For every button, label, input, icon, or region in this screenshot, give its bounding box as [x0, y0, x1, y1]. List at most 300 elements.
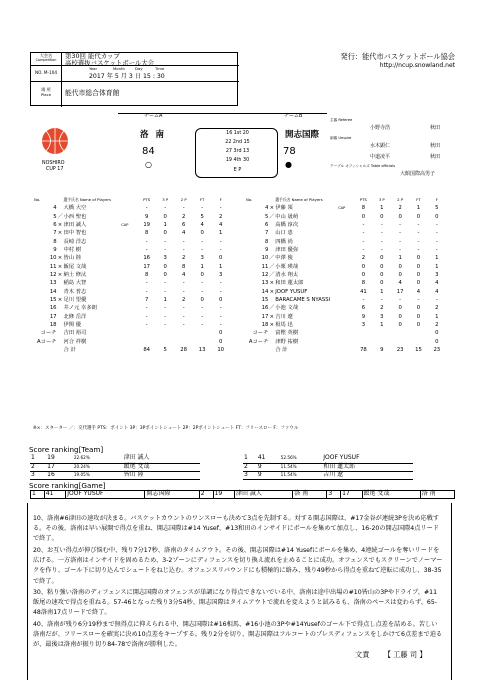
player-name: 田中 智也: [63, 230, 87, 237]
player-number: 6: [265, 222, 269, 229]
player-row: [34, 321, 230, 329]
stat-f: 1: [219, 263, 223, 270]
stat-p3: 1: [380, 288, 384, 295]
ranking-rank: 2: [243, 463, 257, 471]
game-ranking-row: [31, 491, 455, 499]
stat-f: -: [219, 247, 222, 254]
header-info-box: [30, 52, 238, 106]
captain-badge: [121, 254, 137, 262]
date-head-day: Day: [135, 66, 143, 71]
stat-pts: 6: [361, 305, 366, 312]
overtime-label: E P: [233, 168, 242, 173]
captain-badge: [338, 254, 354, 262]
captain-badge: [338, 288, 354, 296]
stat-p2: 4: [181, 230, 186, 237]
credit: 文責 【 工藤 司 】: [355, 650, 427, 659]
stat-ft: 4: [416, 288, 421, 295]
stat-ft: 0: [200, 272, 204, 279]
stat-ft: 0: [416, 322, 421, 329]
player-number: 5: [53, 213, 57, 220]
player-name: 清水 翔太: [275, 272, 299, 279]
player-number: 10: [49, 255, 57, 262]
stat-pts: -: [145, 280, 148, 287]
stat-pts: 78: [360, 347, 367, 354]
basketball-logo-icon: [38, 125, 72, 159]
stat-p3: 0: [380, 255, 384, 262]
stat-f: 0: [435, 330, 439, 337]
player-number: 16: [261, 305, 269, 312]
captain-badge: [338, 313, 354, 321]
player-row: [246, 346, 446, 354]
stat-p2: 1: [398, 255, 402, 262]
player-number: コーチ: [252, 330, 269, 337]
stats-header-row: [34, 196, 230, 204]
player-name: 吉田 裕司: [63, 330, 87, 337]
player-start-mark: ×: [57, 230, 63, 237]
credit-name: 工藤 司: [393, 650, 418, 659]
player-row: [246, 204, 446, 212]
player-name: 相馬 迅: [275, 322, 293, 329]
tournament-label-en: Competition: [35, 57, 57, 62]
stat-f: 4: [435, 280, 439, 287]
stat-pts: 0: [361, 272, 366, 279]
player-start-mark: [268, 238, 275, 246]
date-value: 2017 年 5 月 3 日 15 : 30: [89, 73, 165, 80]
team-a-name: 洛 南: [140, 130, 166, 140]
player-start-mark: ／: [269, 213, 275, 220]
player-row: [34, 288, 230, 296]
player-row: [34, 246, 230, 254]
player-row: [34, 271, 230, 279]
captain-badge: [338, 229, 354, 237]
stat-p2: 2: [181, 213, 186, 220]
stat-p3: 1: [163, 297, 167, 304]
stat-p3: 1: [163, 222, 167, 229]
stat-p3: -: [164, 280, 167, 287]
stat-ft: -: [417, 238, 420, 245]
player-start-mark: ×: [57, 255, 63, 262]
player-start-mark: [57, 313, 64, 321]
player-row: [246, 329, 446, 337]
quarter-label: 4th: [233, 158, 242, 163]
stat-pts: -: [362, 230, 365, 237]
captain-badge: [121, 229, 137, 237]
stat-p3: [373, 329, 391, 337]
stat-ft: 0: [200, 297, 204, 304]
ranking-player: JOOF YUSUF: [322, 455, 413, 463]
place-label-en: Place: [40, 91, 52, 97]
stat-p2: 0: [398, 322, 402, 329]
player-number: 6: [53, 222, 57, 229]
stat-ft: 0: [416, 305, 421, 312]
player-name: JOOF YUSUF: [275, 288, 308, 295]
stat-p3: -: [380, 297, 383, 304]
player-number: 13: [49, 280, 57, 287]
player-row: [34, 279, 230, 287]
player-row: [34, 304, 230, 312]
quarter-label: 3rd: [233, 149, 242, 154]
captain-badge: [338, 246, 354, 254]
player-number: 13: [261, 280, 269, 287]
stat-ft: 1: [416, 205, 421, 212]
player-number: 10: [261, 255, 269, 262]
player-name: 中村 樹: [63, 247, 82, 254]
player-name: 大橋 大空: [63, 205, 87, 212]
stat-p2: -: [182, 205, 185, 212]
stat-pts: -: [145, 247, 148, 254]
umpire-label: 副審 Umpire: [330, 136, 352, 140]
stat-f: 2: [435, 305, 439, 312]
ranking-row: [30, 471, 200, 479]
stat-f: 5: [435, 205, 439, 212]
player-name: 青木 普志: [63, 288, 87, 295]
player-row: [246, 321, 446, 329]
stat-f: 10: [217, 347, 225, 354]
game-ranking-num: 17: [341, 491, 362, 499]
stat-p2: -: [182, 238, 185, 245]
stat-ft: -: [201, 247, 204, 254]
player-name: 合 計: [63, 347, 76, 354]
player-name: 中山 晟萌: [275, 213, 299, 220]
stat-p3: 0: [380, 272, 384, 279]
team-b-result-mark: ●: [285, 160, 292, 169]
quarter-b-score: 13: [243, 149, 250, 154]
captain-badge: [121, 246, 137, 254]
stat-p2: [174, 338, 192, 346]
player-row: [246, 229, 446, 237]
stat-p2: 6: [181, 222, 186, 229]
date-head-time: Time: [155, 66, 165, 71]
stat-p2: [391, 329, 409, 337]
player-number: 9: [265, 247, 269, 254]
col-f: F: [435, 196, 438, 202]
quarter-row: [196, 131, 279, 137]
stat-p2: 4: [398, 280, 402, 287]
player-row: [34, 238, 230, 246]
publisher-url[interactable]: http://ncup.snowland.net: [379, 62, 455, 69]
stat-pts: 9: [361, 313, 366, 320]
team-b-name: 開志国際: [285, 130, 320, 140]
col-name: 選手氏名 Name of Players: [275, 196, 323, 202]
stat-f: 2: [435, 322, 439, 329]
player-start-mark: ／: [57, 213, 63, 220]
player-name: 皆山 陸: [63, 255, 82, 262]
stat-f: 23: [433, 347, 441, 354]
player-number: 11: [49, 263, 57, 270]
quarter-a-score: 19: [225, 158, 232, 163]
quarter-b-score: 15: [243, 140, 250, 145]
captain-badge: [338, 263, 354, 271]
ranking-row: [30, 455, 200, 463]
stat-p3: -: [164, 238, 167, 245]
ranking-percent: 11.54%: [280, 463, 323, 471]
stat-ft: -: [417, 297, 420, 304]
stat-f: -: [219, 288, 222, 295]
stat-f: -: [219, 322, 222, 329]
stat-p2: [391, 338, 409, 346]
player-start-mark: ／: [269, 255, 275, 262]
stat-pts: 2: [361, 255, 366, 262]
tournament-label-cell: [31, 53, 62, 65]
referee-name: 小野寺浩: [370, 125, 391, 131]
captain-badge: [121, 263, 137, 271]
stat-p3: -: [164, 288, 167, 295]
col-ft: FT: [199, 196, 205, 202]
captain-badge: [338, 279, 354, 287]
ranking-points: 9: [257, 471, 280, 479]
player-row: [246, 221, 446, 229]
stat-ft: -: [417, 247, 420, 254]
quarter-b-score: 20: [242, 131, 249, 136]
stat-ft: 13: [198, 347, 206, 354]
credit-label: 文責: [355, 650, 370, 659]
player-name: 津田 優弥: [275, 247, 299, 254]
stat-p2: -: [399, 297, 402, 304]
stat-p3: 1: [380, 205, 384, 212]
umpire2-pref: 秋田: [430, 154, 441, 160]
quarter-b-score: 30: [243, 158, 250, 163]
player-name: BARACAME S NYASSI: [275, 297, 331, 304]
captain-badge: [121, 329, 137, 337]
quarter-a-score: 16: [226, 131, 233, 136]
player-start-mark: ／: [269, 263, 275, 270]
stat-p3: -: [164, 305, 167, 312]
player-start-mark: ×: [57, 272, 63, 279]
date-row: [31, 66, 239, 82]
player-row: [34, 254, 230, 262]
game-ranking-name: JOOF YUSUF: [66, 491, 145, 499]
player-number: 12: [49, 272, 57, 279]
stat-pts: 8: [145, 272, 149, 279]
ranking-rank: 3: [243, 471, 257, 479]
tournament-label: 大会名: [39, 53, 53, 58]
player-name: 稲島 大智: [63, 280, 87, 287]
player-name: 小池 文哉: [275, 305, 299, 312]
col-no: No.: [246, 196, 253, 202]
ranking-rank: 1: [243, 455, 257, 463]
referee-label: 主審 Referee: [330, 118, 353, 122]
team-b-ranking: [243, 455, 413, 480]
quarter-label: 1st: [233, 131, 242, 136]
player-start-mark: [57, 329, 64, 337]
player-number: 17: [261, 313, 269, 320]
stat-p2: -: [182, 280, 185, 287]
stat-ft: -: [201, 322, 204, 329]
player-name: 井ノ元 幸多朗: [63, 305, 97, 312]
stat-f: 3: [435, 272, 439, 279]
stat-ft: -: [201, 305, 204, 312]
player-start-mark: ／: [269, 272, 275, 279]
ranking-player: 津田 誠人: [123, 455, 200, 463]
captain-badge: [338, 304, 354, 312]
stat-p2: -: [182, 305, 185, 312]
stat-f: -: [435, 222, 438, 229]
stat-ft: [409, 338, 427, 346]
player-start-mark: [57, 346, 64, 354]
player-start-mark: [268, 246, 275, 254]
game-ranking-team: 洛 南: [293, 491, 327, 499]
team-a-ranking: [30, 455, 200, 480]
player-number: 4: [265, 205, 269, 212]
captain-badge: [338, 213, 354, 221]
table-officials-label: テーブル オフィシャルズ Table officials: [330, 164, 396, 168]
player-row: [34, 346, 230, 354]
captain-badge: CAP: [121, 223, 129, 228]
stat-p3: -: [380, 222, 383, 229]
stat-ft: 0: [416, 263, 421, 270]
stat-pts: -: [145, 313, 148, 320]
stat-ft: 0: [416, 313, 421, 320]
stat-f: 0: [435, 338, 439, 345]
player-row: [34, 329, 230, 337]
player-start-mark: ×: [269, 322, 275, 329]
player-number: 7: [265, 230, 269, 237]
narrative-q3: 30、粘り強い洛南のディフェンスに開志国際のオフェンスが単調になり得点できないでいる中、洛南は途中出場の#10皆山の3Pやドライブ、#11飯尾の速攻で得点を重ねる。57-46となった残り3分54秒、開志国際はタイムアウトで流れを変えようと試みるも、洛南のペースは変わらず、65-48洛南17点リードで終了。: [33, 589, 438, 617]
player-name: 足川 望優: [63, 297, 87, 304]
stat-pts: -: [145, 288, 148, 295]
stat-f: 3: [219, 272, 223, 279]
stat-p3: -: [164, 247, 167, 254]
captain-badge: [121, 271, 137, 279]
stat-p3: 5: [163, 347, 167, 354]
ranking-percent: 20.24%: [73, 463, 123, 471]
player-number: 18: [261, 322, 269, 329]
stat-f: 2: [219, 213, 223, 220]
stat-ft: 15: [415, 347, 422, 354]
captain-badge: [338, 271, 354, 279]
game-ranking: [30, 490, 455, 499]
player-row: [246, 238, 446, 246]
player-name: 河合 祥樹: [63, 338, 87, 345]
stat-f: 0: [219, 330, 223, 337]
player-start-mark: [268, 229, 275, 237]
stat-p2: -: [182, 322, 185, 329]
narrative-q4: 40、洛南が残り6分19秒まで無得点に抑えられる中、開志国際は#16相馬、#16小池の3Pや#14Yusefのゴール下で得点し点差を詰める。苦しい洛南だが、フリースローを確実に決め10点差をキープする。残り2分を切り、開志国際はフルコートのプレスディフェンスをしかけて6点差まで迫るが、最後は洛南が振り切り84-78で洛南が勝利した。: [33, 621, 443, 649]
player-number: 11: [261, 263, 269, 270]
ranking-row: [243, 455, 413, 463]
quarter-row: [196, 149, 279, 155]
col-pts: PTS: [359, 196, 367, 202]
stat-p3: 0: [380, 280, 384, 287]
player-start-mark: [57, 304, 64, 312]
stat-pts: 7: [145, 297, 149, 304]
stat-f: -: [219, 238, 222, 245]
player-name: 合 計: [275, 347, 288, 354]
stat-p2: 23: [396, 347, 404, 354]
captain-badge: [121, 304, 137, 312]
player-start-mark: ×: [57, 222, 63, 229]
game-ranking-rank: 1: [31, 491, 45, 499]
stat-f: 1: [435, 263, 439, 270]
player-row: [34, 213, 230, 221]
narrative-q2: 20、お互い得点が伸び悩む中、残り7分17秒、洛南のタイムアウト。その後、開志国際は#14 Yusefにボールを集め、4連続ゴールを奪いリードを広げる。一方洛南はインサイドを固めるため、3-2ゾーンにディフェンスを切り換え流れを止めることに成功。オフェンスでもスクリーンでノーマークを作り、ゴール下に切り込んでシュートをねじ込む。オフェンスリバウンドにも積極的に絡み、残り49秒から得点を重ねて逆転に成功し、38-35で終了。: [33, 547, 443, 585]
ranking-player: 吉川 遼: [322, 471, 413, 479]
stat-p3: -: [380, 247, 383, 254]
player-number: コーチ: [40, 330, 57, 337]
stat-ft: 5: [200, 213, 204, 220]
team-b-stats-table: [246, 196, 446, 354]
stat-p2: 17: [396, 288, 404, 295]
stat-p2: 0: [398, 305, 402, 312]
game-ranking-num: 41: [44, 491, 65, 499]
game-ranking-name: 津田 誠人: [234, 491, 292, 499]
game-ranking-team: 開志国際: [145, 491, 199, 499]
player-start-mark: [57, 338, 64, 346]
stat-p3: 0: [163, 230, 167, 237]
captain-badge: [121, 213, 137, 221]
stat-p2: 2: [181, 297, 186, 304]
umpire1-pref: 秋田: [430, 143, 441, 149]
captain-badge: CAP: [338, 206, 346, 211]
player-start-mark: [57, 321, 64, 329]
stat-p2: 0: [398, 313, 402, 320]
stat-ft: 1: [200, 263, 204, 270]
stat-p3: 2: [380, 305, 384, 312]
player-number: 18: [49, 322, 57, 329]
publisher: 発行：能代市バスケットボール協会: [340, 52, 455, 61]
stat-ft: -: [201, 280, 204, 287]
stat-f: 0: [219, 338, 223, 345]
col-3p: 3 P: [378, 196, 385, 202]
ranking-rank: 2: [30, 463, 46, 471]
place-value: 能代市総合体育館: [65, 89, 120, 97]
ranking-rank: 1: [30, 455, 46, 463]
stat-p3: [373, 338, 391, 346]
team-a-label: チームA: [144, 113, 163, 119]
stat-p2: 8: [181, 263, 186, 270]
stat-ft: -: [417, 230, 420, 237]
ranking-row: [30, 463, 200, 471]
no-label: NO.: [34, 70, 43, 75]
captain-badge: [121, 321, 137, 329]
col-2p: 2 P: [180, 196, 187, 202]
team-a-result-mark: ○: [145, 160, 152, 169]
player-number: [246, 346, 268, 354]
stat-p2: 0: [398, 263, 402, 270]
player-number: 14: [49, 288, 57, 295]
stat-p3: 3: [380, 313, 384, 320]
stat-f: -: [435, 230, 438, 237]
captain-badge: [121, 279, 137, 287]
player-name: 伊藤 領: [275, 205, 293, 212]
player-number: 17: [49, 313, 57, 320]
stat-p3: 0: [380, 213, 384, 220]
player-start-mark: ×: [269, 313, 275, 320]
stat-f: 0: [219, 255, 223, 262]
stat-p3: [156, 338, 174, 346]
stat-pts: 16: [143, 255, 151, 262]
stat-pts: [137, 329, 155, 337]
stat-f: 1: [435, 255, 439, 262]
col-f: F: [219, 196, 222, 202]
player-name: 小西 聖也: [63, 213, 87, 220]
player-row: [246, 213, 446, 221]
ranking-row: [243, 463, 413, 471]
umpire1-name: 水木顕仁: [370, 143, 391, 149]
stat-ft: -: [417, 222, 420, 229]
ranking-player: 皆山 陸: [123, 471, 200, 479]
stat-p3: -: [164, 205, 167, 212]
stat-p3: -: [380, 230, 383, 237]
player-start-mark: ／: [269, 305, 275, 312]
game-ranking-title: Score ranking[Game]: [29, 481, 106, 490]
ranking-points: 41: [257, 455, 280, 463]
player-start-mark: [57, 246, 64, 254]
player-row: [246, 296, 446, 304]
stat-f: 1: [435, 313, 439, 320]
captain-badge: [338, 238, 354, 246]
table-officials-value: 大館国際高男子: [400, 171, 436, 177]
